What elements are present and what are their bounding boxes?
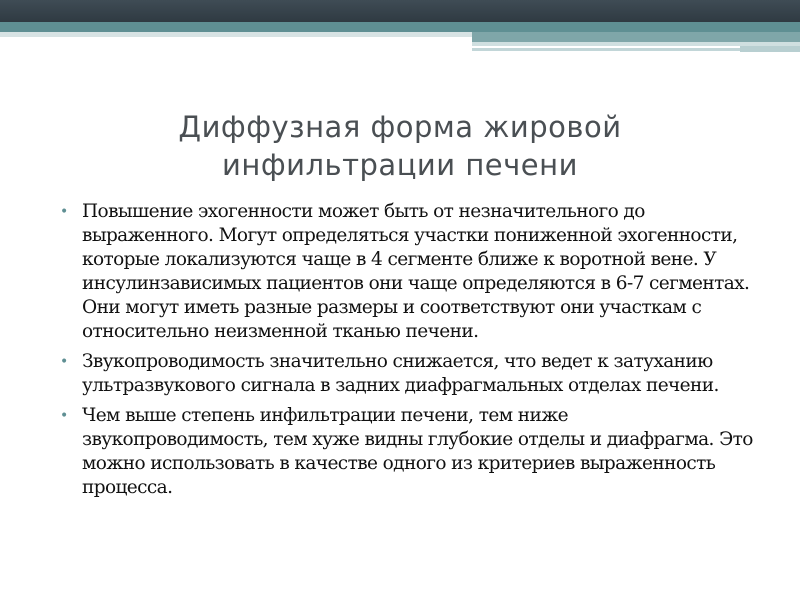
bullet-item xyxy=(56,404,756,500)
slide-title-line-2: инфильтрации печени xyxy=(222,148,578,182)
bullet-text: Чем выше степень инфильтрации печени, тем ниже звукопроводимость, тем хуже видны глубокие отделы и диафрагма. Это можно использовать в качестве одного из критериев выраженность процесса. xyxy=(82,405,753,498)
slide-title-line-1: Диффузная форма жировой xyxy=(178,110,622,144)
header-band-thin-accent xyxy=(740,46,800,52)
header-band-dark xyxy=(0,0,800,22)
bullet-icon: • xyxy=(60,354,68,370)
bullet-text: Звукопроводимость значительно снижается, что ведет к затуханию ультразвукового сигнала в задних диафрагмальных отделах печени. xyxy=(82,351,719,396)
bullet-list xyxy=(56,200,756,506)
bullet-text: Повышение эхогенности может быть от незначительного до выраженного. Могут определяться участки пониженной эхогенности, которые локализуются чаще в 4 сегменте ближе к воротной вене. У инсулинзависимых пациентов они чаще определяются в 6-7 сегментах. Они могут иметь разные размеры и соответствуют они участкам с относительно неизменной тканью печени. xyxy=(82,201,750,342)
bullet-item xyxy=(56,350,756,398)
header-band-thin xyxy=(472,48,740,51)
header-band-light xyxy=(0,32,472,37)
bullet-item xyxy=(56,200,756,344)
bullet-icon: • xyxy=(60,408,68,424)
header-band-teal-right xyxy=(472,32,800,42)
bullet-icon: • xyxy=(60,204,68,220)
header-band-teal xyxy=(0,22,800,32)
slide-title xyxy=(60,108,740,184)
